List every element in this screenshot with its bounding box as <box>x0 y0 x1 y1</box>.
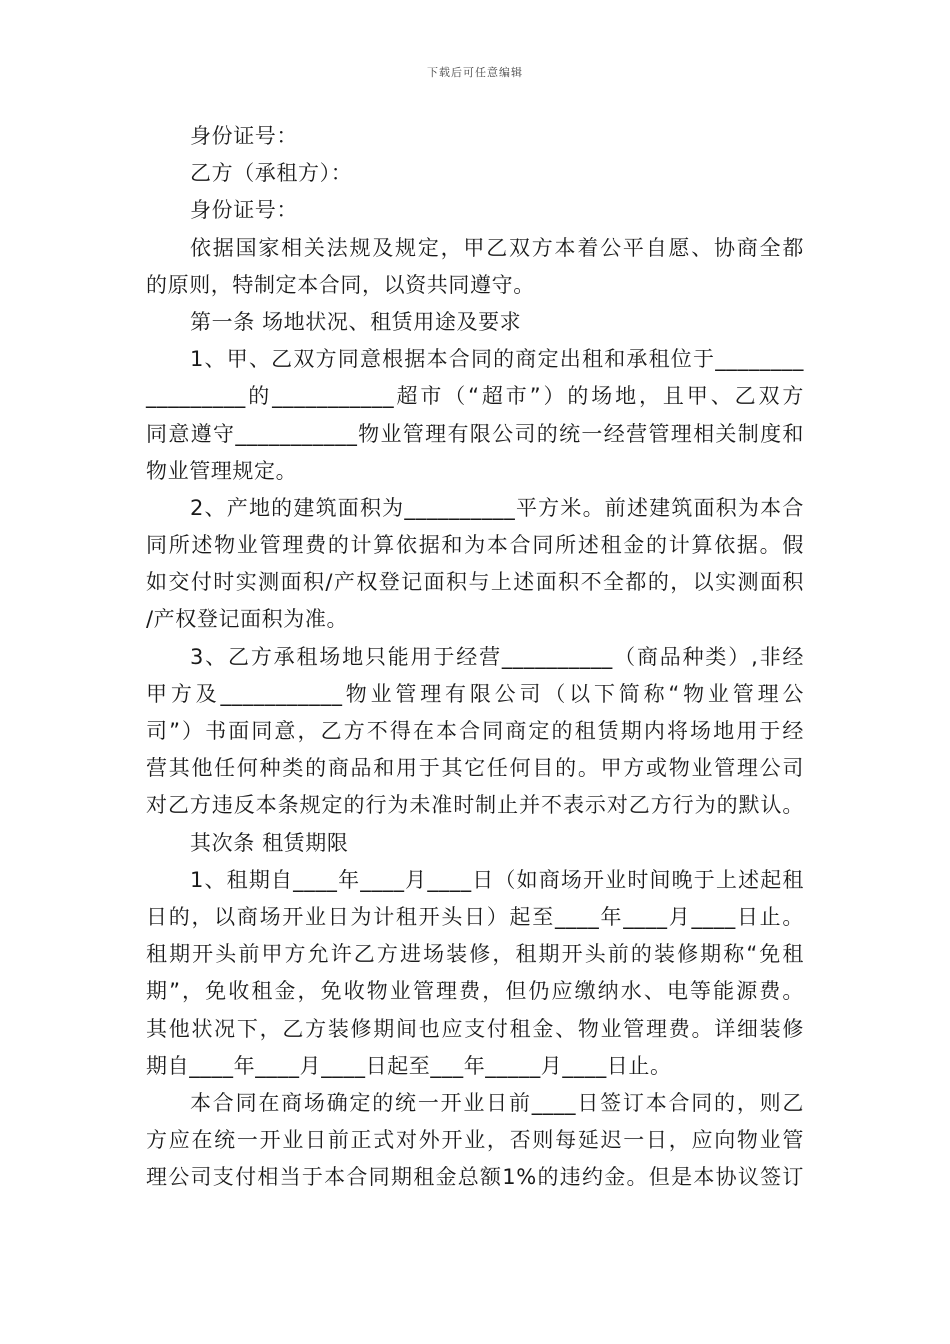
text-line: 本合同在商场确定的统一开业日前____日签订本合同的，则乙 <box>190 1090 804 1115</box>
text-line: 营其他任何种类的商品和用于其它任何目的。甲方或物业管理公司 <box>146 756 804 781</box>
text-line: 对乙方违反本条规定的行为未准时制止并不表示对乙方行为的默认。 <box>146 793 804 818</box>
text-line: 2、产地的建筑面积为__________平方米。前述建筑面积为本合 <box>190 495 804 520</box>
text-line: 的原则，特制定本合同，以资共同遵守。 <box>146 272 535 297</box>
text-line: 1、甲、乙双方同意根据本合同的商定出租和承租位于________ <box>190 347 804 372</box>
text-line: 其次条 租赁期限 <box>190 830 349 855</box>
text-line: 方应在统一开业日前正式对外开业，否则每延迟一日，应向物业管 <box>146 1128 804 1153</box>
text-line: 甲方及___________物业管理有限公司（以下简称“物业管理公 <box>146 681 804 706</box>
text-line: 期”，免收租金，免收物业管理费，但仍应缴纳水、电等能源费。 <box>146 979 804 1004</box>
text-line: _________的___________超市（“超市”）的场地，且甲、乙双方 <box>146 384 804 409</box>
text-line: 1、租期自____年____月____日（如商场开业时间晚于上述起租 <box>190 867 804 892</box>
text-line: 3、乙方承租场地只能用于经营__________（商品种类）,非经 <box>190 644 804 669</box>
text-line: 理公司支付相当于本合同期租金总额1%的违约金。但是本协议签订 <box>146 1165 804 1190</box>
text-line: 第一条 场地状况、租赁用途及要求 <box>190 309 522 334</box>
text-line: 身份证号： <box>190 124 298 148</box>
text-line: 乙方（承租方）： <box>190 161 353 186</box>
text-line: 期自____年____月____日起至___年_____月____日止。 <box>146 1053 672 1078</box>
text-line: 租期开头前甲方允许乙方进场装修，租期开头前的装修期称“免租 <box>146 942 804 967</box>
text-line: 物业管理规定。 <box>146 458 298 483</box>
text-line: /产权登记面积为准。 <box>146 607 349 632</box>
text-line: 日的，以商场开业日为计租开头日）起至____年____月____日止。 <box>146 904 804 929</box>
text-line: 同意遵守___________物业管理有限公司的统一经营管理相关制度和 <box>146 421 804 446</box>
text-line: 同所述物业管理费的计算依据和为本合同所述租金的计算依据。假 <box>146 533 804 558</box>
text-line: 其他状况下，乙方装修期间也应支付租金、物业管理费。详细装修 <box>146 1016 804 1041</box>
text-line: 依据国家相关法规及规定，甲乙双方本着公平自愿、协商全都 <box>190 235 804 260</box>
text-line: 司”）书面同意，乙方不得在本合同商定的租赁期内将场地用于经 <box>146 719 804 743</box>
text-line: 身份证号： <box>190 198 298 223</box>
page-header: 下载后可任意编辑 <box>427 66 523 79</box>
text-line: 如交付时实测面积/产权登记面积与上述面积不全都的，以实测面积 <box>146 570 804 595</box>
document-body <box>146 118 804 1196</box>
